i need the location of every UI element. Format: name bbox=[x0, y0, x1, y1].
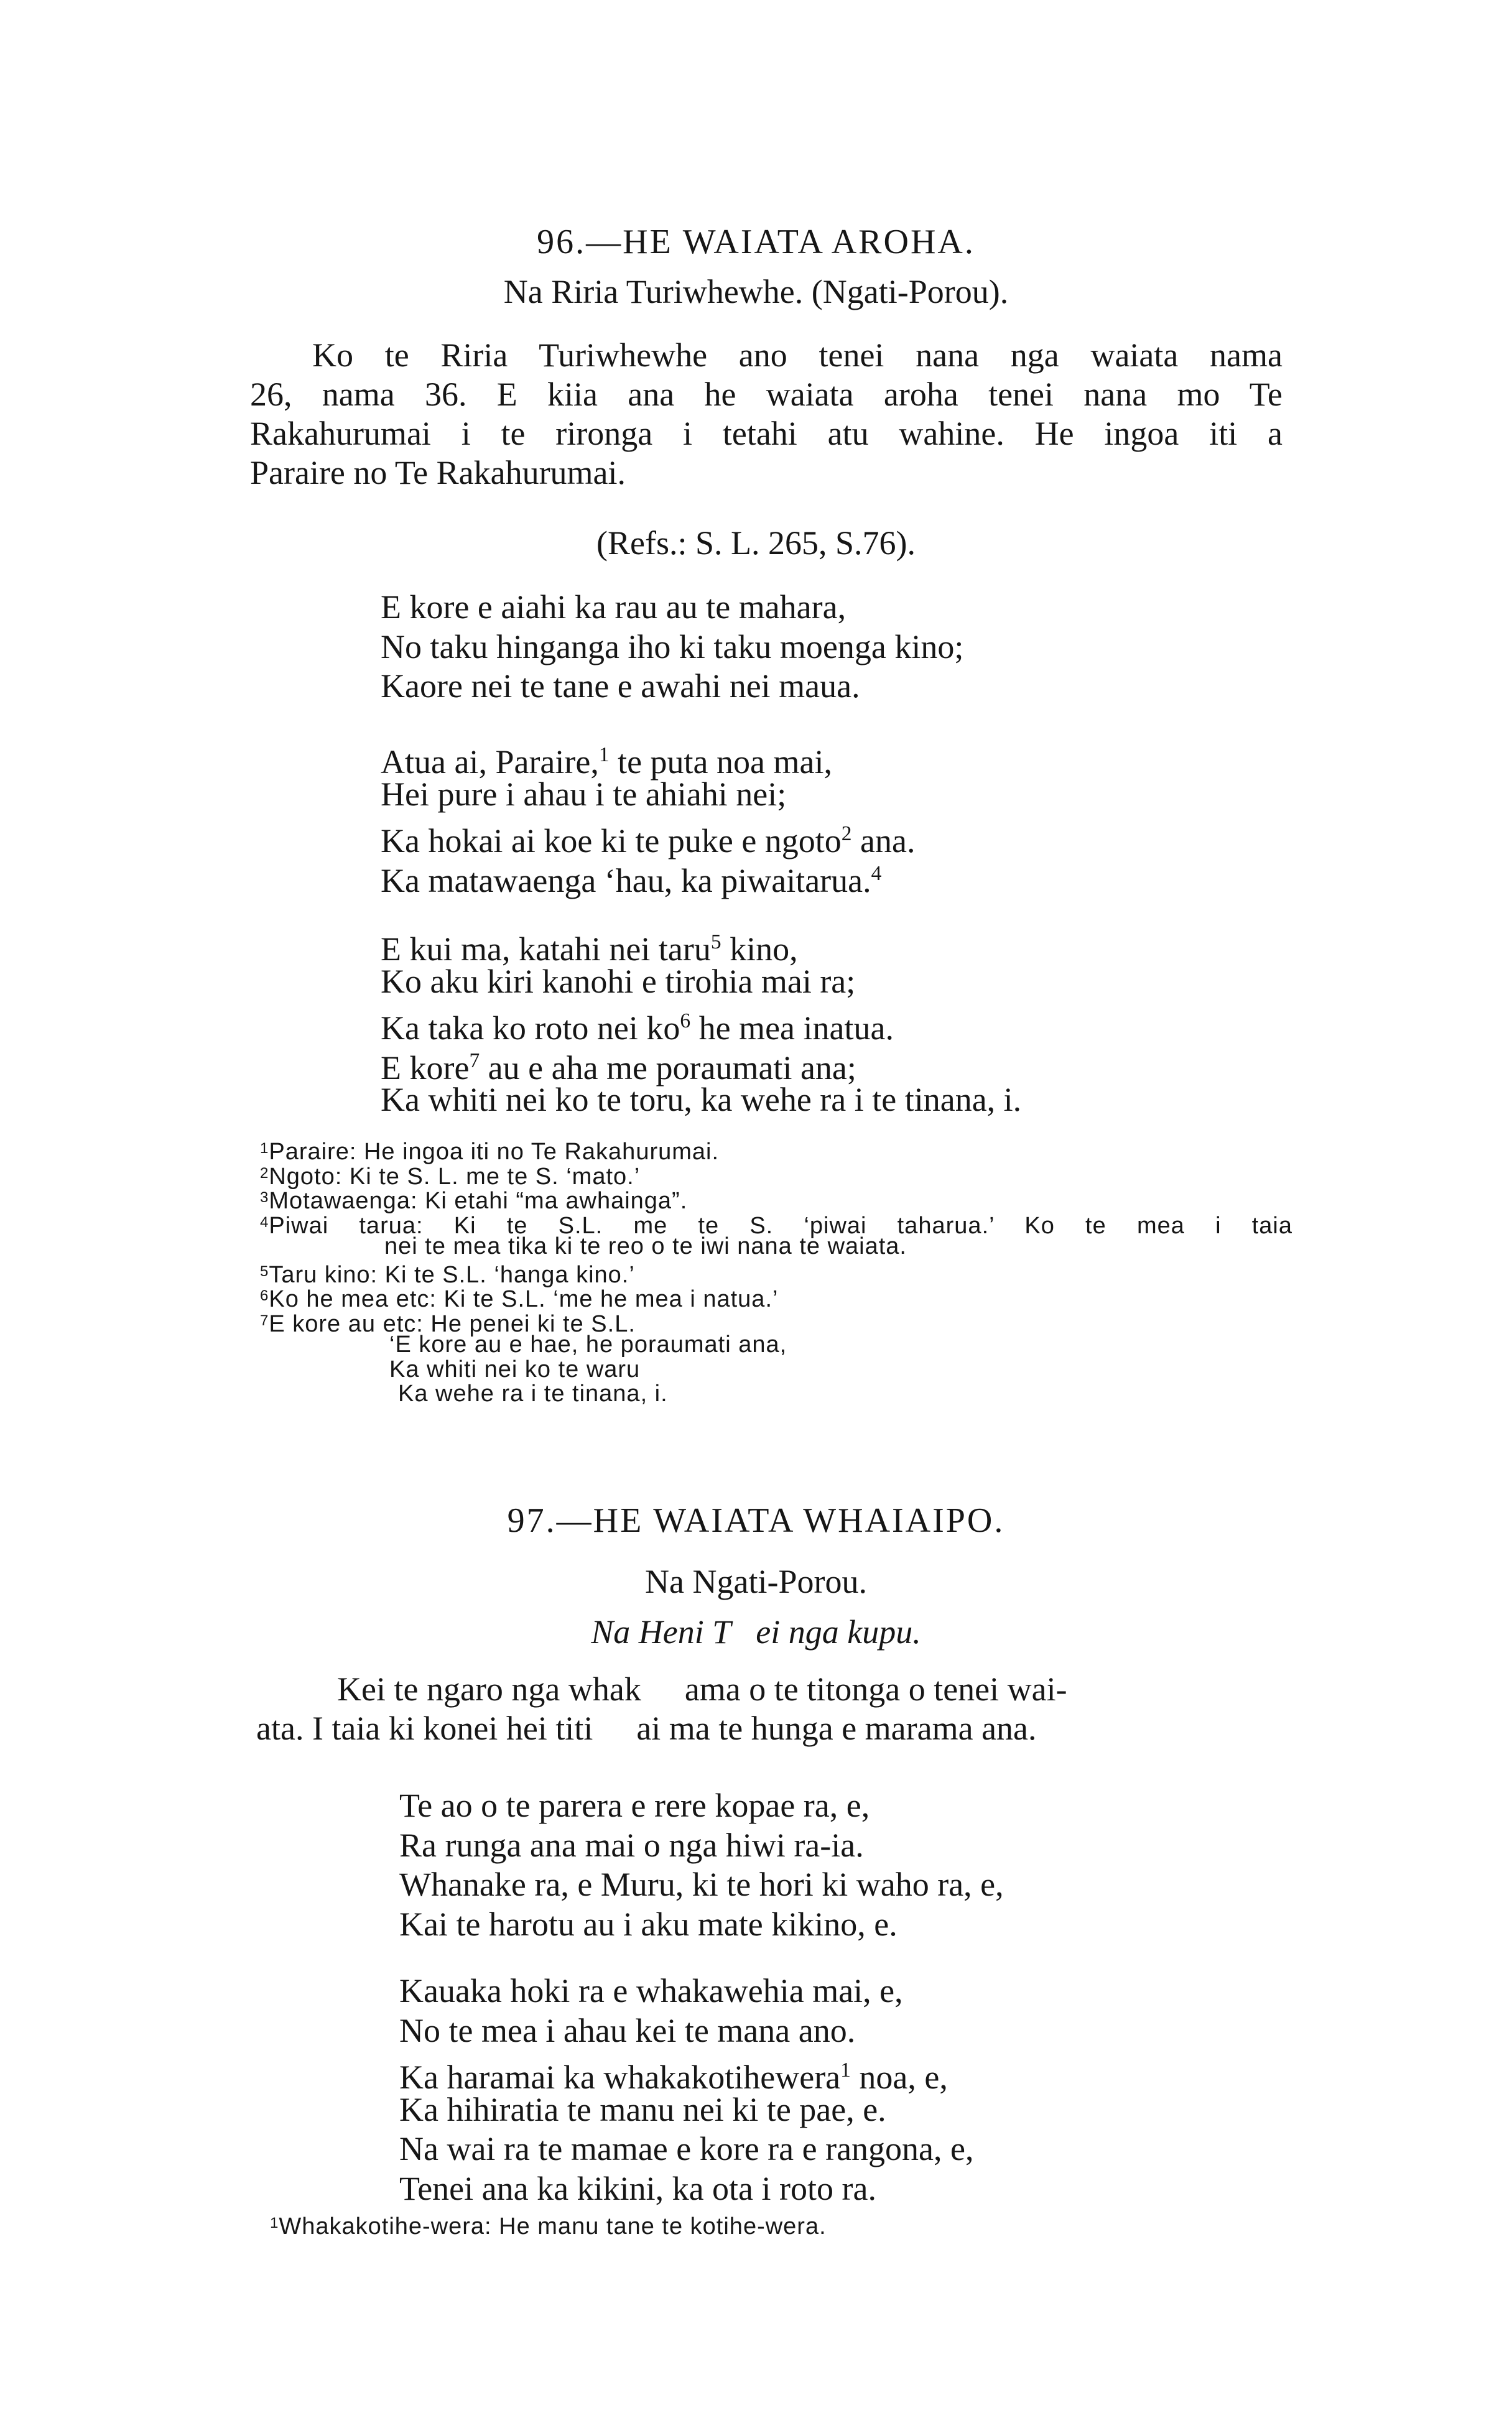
song-97-intro bbox=[256, 1670, 1301, 1748]
verse-line: Ka hihiratia te manu nei ki te pae, e. bbox=[399, 2090, 886, 2128]
intro-line: 26, nama 36. E kiia ana he waiata aroha tenei nana mo Te bbox=[250, 376, 1282, 413]
verse-line: Whanake ra, e Muru, ki te hori ki waho ra, e, bbox=[399, 1866, 1004, 1903]
footnote-ref: 6 bbox=[680, 1009, 691, 1032]
song-96-intro bbox=[250, 336, 1282, 493]
footnote-ref: 1 bbox=[598, 743, 610, 766]
verse-line: Kauaka hoki ra e whakawehia mai, e, bbox=[399, 1972, 903, 2009]
verse-line: E kore$^7$ au e aha me poraumati ana; bbox=[381, 1049, 856, 1087]
footnote: $^4$Piwai tarua: Ki te S.L. me te S. ‘piwai taharua.’ Ko te mea i taia bbox=[260, 1212, 1292, 1239]
intro-line: ata. I taia ki konei hei titi ai ma te hunga e marama ana. bbox=[256, 1710, 1037, 1747]
song-97-footnote bbox=[270, 2211, 827, 2240]
verse-line: Kai te harotu au i aku mate kikino, e. bbox=[399, 1905, 897, 1943]
verse-line: Ka whiti nei ko te toru, ka wehe ra i te tinana, i. bbox=[381, 1081, 1022, 1118]
song-96-stanza-1 bbox=[381, 588, 963, 707]
footnote-ref: 5 bbox=[710, 930, 721, 953]
footnote-continuation: nei te mea tika ki te reo o te iwi nana te waiata. bbox=[384, 1233, 907, 1259]
footnote-ref: 4 bbox=[871, 861, 882, 885]
footnote-ref: 2 bbox=[841, 822, 852, 845]
footnote: $^7$E kore au etc: He penei ki te S.L. bbox=[260, 1310, 636, 1337]
footnote-quote: ‘E kore au e hae, he poraumati ana, bbox=[389, 1332, 787, 1358]
footnote: $^3$Motawaenga: Ki etahi “ma awhainga”. bbox=[260, 1188, 688, 1214]
footnote: $^1$Paraire: He ingoa iti no Te Rakahurumai. bbox=[260, 1139, 720, 1165]
footnote: $^1$Whakakotihe-wera: He manu tane te kotihe-wera. bbox=[270, 2213, 827, 2240]
verse-line: Na wai ra te mamae e kore ra e rangona, e, bbox=[399, 2130, 974, 2167]
verse-line: Ka matawaenga ‘hau, ka piwaitarua.$^4$ bbox=[381, 861, 882, 899]
song-96-footnotes bbox=[260, 1136, 1292, 1407]
verse-line: Atua ai, Paraire,$^1$ te puta noa mai, bbox=[381, 743, 832, 781]
song-96-stanza-3 bbox=[381, 922, 1021, 1120]
footnote: $^5$Taru kino: Ki te S.L. ‘hanga kino.’ bbox=[260, 1261, 635, 1288]
song-97-byline: Na Heni T ei nga kupu. bbox=[591, 1613, 921, 1651]
song-97-stanza-2 bbox=[399, 1972, 973, 2208]
footnote-quote: Ka wehe ra i te tinana, i. bbox=[398, 1381, 668, 1407]
verse-line: No taku hinganga iho ki taku moenga kino; bbox=[381, 628, 964, 665]
verse-line: Ka taka ko roto nei $ko^6$ he mea inatua. bbox=[381, 1009, 894, 1047]
song-97-subtitle: Na Ngati-Porou. bbox=[645, 1563, 867, 1600]
song-96-stanza-2 bbox=[381, 735, 916, 899]
intro-line: Rakahurumai i te rironga i tetahi atu wahine. He ingoa iti a bbox=[250, 415, 1282, 452]
verse-line: E kore e aiahi ka rau au te mahara, bbox=[381, 588, 846, 626]
footnote: $^6$Ko he mea etc: Ki te S.L. ‘me he mea i natua.’ bbox=[260, 1286, 779, 1312]
verse-line: Ka haramai ka whakakotihewera$^1$ noa, e, bbox=[399, 2059, 948, 2096]
verse-line: Te ao o te parera e rere kopae ra, e, bbox=[399, 1787, 870, 1824]
verse-line: Ka hokai ai koe ki te puke e ngoto$^2$ ana. bbox=[381, 822, 916, 860]
song-97-title: 97.—HE WAIATA WHAIAIPO. bbox=[507, 1501, 1005, 1540]
footnote-quote: Ka whiti nei ko te waru bbox=[389, 1356, 641, 1383]
intro-line: Ko te Riria Turiwhewhe ano tenei nana nga waiata nama bbox=[312, 336, 1282, 374]
verse-line: No te mea i ahau kei te mana ano. bbox=[399, 2011, 856, 2049]
footnote-ref: 1 bbox=[840, 2059, 851, 2082]
verse-line: Ko aku kiri kanohi e tirohia mai ra; bbox=[381, 962, 856, 1000]
song-96-title: 96.—HE WAIATA AROHA. bbox=[537, 223, 975, 261]
verse-line: Kaore nei te tane e awahi nei maua. bbox=[381, 667, 860, 705]
verse-line: Ra runga ana mai o nga hiwi ra-ia. bbox=[399, 1826, 864, 1864]
intro-line: Kei te ngaro nga whak ama o te titonga o tenei wai- bbox=[337, 1670, 1067, 1708]
intro-line: Paraire no Te Rakahurumai. bbox=[250, 454, 626, 491]
verse-line: E kui ma, katahi nei taru$^5$ kino, bbox=[381, 930, 798, 968]
footnote-ref: 7 bbox=[469, 1049, 480, 1072]
song-96-subtitle: Na Riria Turiwhewhe. (Ngati-Porou). bbox=[503, 273, 1009, 310]
footnote: $^2$Ngoto: Ki te S. L. me te S. ‘mato.’ bbox=[260, 1163, 641, 1190]
song-97-stanza-1 bbox=[399, 1786, 1004, 1944]
song-96-refs: (Refs.: S. L. 265, S.76). bbox=[596, 524, 916, 562]
verse-line: Hei pure i ahau i te ahiahi nei; bbox=[381, 775, 787, 813]
verse-line: Tenei ana ka kikini, ka ota i roto ra. bbox=[399, 2169, 876, 2207]
